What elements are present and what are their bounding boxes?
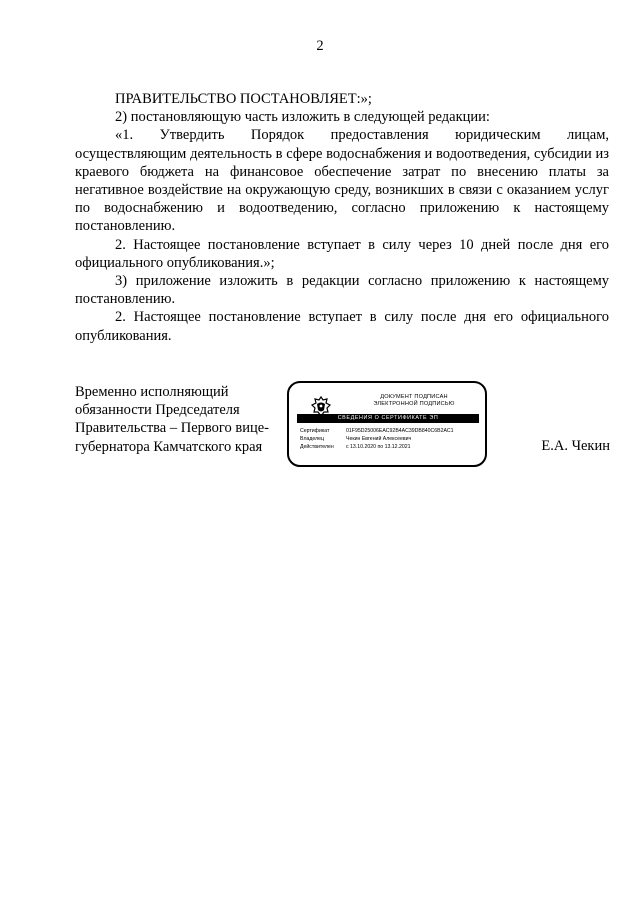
- signer-title-line: Временно исполняющий: [75, 384, 229, 400]
- signer-name: Е.А. Чекин: [541, 438, 610, 454]
- signer-title-line: обязанности Председателя: [75, 402, 240, 419]
- signer-title-line: губернатора Камчатского края: [75, 438, 263, 455]
- electronic-signature-stamp: [287, 381, 487, 467]
- stamp-row-value: 01F95D25006EAC92B4AC39DB840C6B2AC1: [346, 428, 454, 434]
- stamp-header-line: ДОКУМЕНТ ПОДПИСАН: [380, 394, 448, 400]
- paragraph: 2) постановляющую часть изложить в следующей редакции:: [115, 109, 490, 126]
- stamp-row-label: Сертификат: [300, 428, 330, 434]
- paragraph: «1. Утвердить Порядок предоставления юридическим лицам, осуществляющим деятельность в сфере водоснабжения и водоотведения, субсидии из краевого бюджета на финансовое обеспечение затрат по внесению платы за негативное воздействие на окружающую среду, возникших в связи с оказанием услуг по водоснабжению и водоотведению, согласно приложению к настоящему постановлению.: [75, 127, 609, 235]
- stamp-row-certificate: [300, 427, 454, 435]
- stamp-row-value: с 13.10.2020 по 13.12.2021: [346, 444, 411, 451]
- stamp-row-value: Чекин Евгений Алексеевич: [346, 436, 412, 443]
- stamp-certificate-bar: СВЕДЕНИЯ О СЕРТИФИКАТЕ ЭП: [297, 414, 479, 423]
- stamp-header-line: ЭЛЕКТРОННОЙ ПОДПИСЬЮ: [373, 401, 455, 407]
- stamp-details: [300, 427, 454, 452]
- stamp-row-label: Действителен: [300, 444, 334, 451]
- paragraph: 2. Настоящее постановление вступает в силу через 10 дней после дня его официального опубликования.»;: [75, 236, 609, 271]
- stamp-row-owner: [300, 435, 454, 443]
- signer-title-line: Правительства – Первого вице-: [75, 420, 269, 437]
- stamp-header: [349, 394, 479, 408]
- signer-title: [75, 383, 275, 456]
- page-number: 2: [316, 38, 324, 54]
- paragraph: ПРАВИТЕЛЬСТВО ПОСТАНОВЛЯЕТ:»;: [115, 91, 372, 107]
- paragraph: 2. Настоящее постановление вступает в силу после дня его официального опубликования.: [75, 309, 609, 344]
- document-body: [75, 90, 609, 345]
- stamp-row-validity: [300, 443, 454, 451]
- paragraph: 3) приложение изложить в редакции согласно приложению к настоящему постановлению.: [75, 273, 609, 308]
- stamp-row-label: Владелец: [300, 436, 324, 443]
